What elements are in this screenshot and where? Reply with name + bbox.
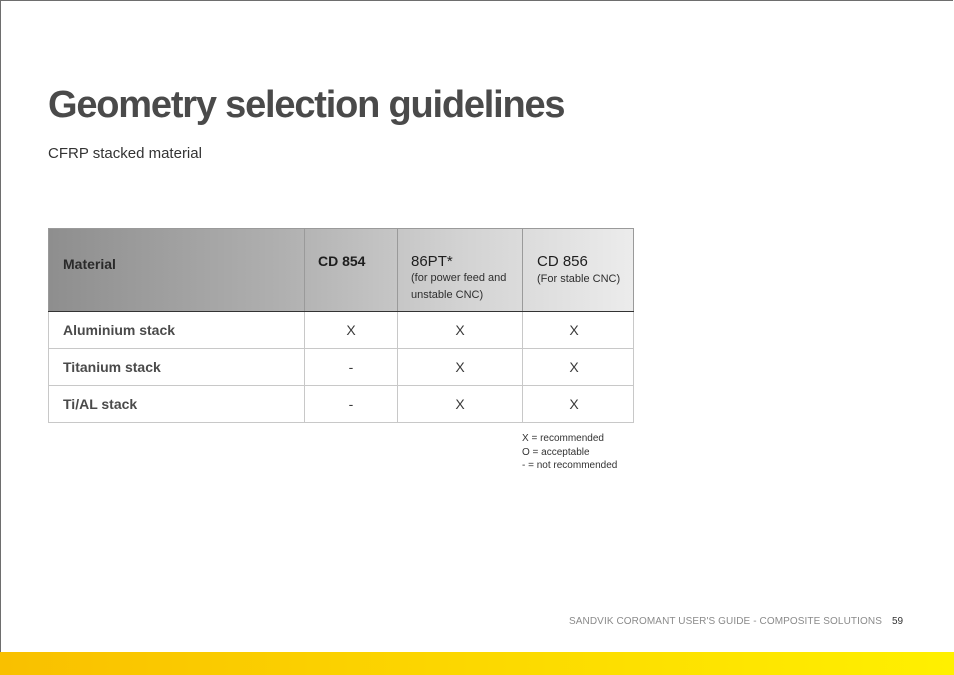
legend (522, 432, 617, 473)
page-title: Geometry selection guidelines (48, 84, 565, 126)
header-cd856-note: (For stable CNC) (537, 273, 621, 285)
row-material: Titanium stack (49, 349, 305, 386)
header-material (49, 229, 305, 312)
geometry-guideline-table (48, 228, 634, 423)
row-material: Ti/AL stack (49, 386, 305, 423)
cell-cd854: - (305, 386, 398, 423)
table-row (49, 312, 634, 349)
header-86pt-note: (for power feed and unstable CNC) (411, 272, 507, 301)
cell-cd856: X (523, 386, 634, 423)
page-subtitle: CFRP stacked material (48, 145, 202, 162)
cell-cd856: X (523, 312, 634, 349)
cell-cd854: X (305, 312, 398, 349)
header-86pt-label: 86PT* (411, 253, 453, 270)
cell-86pt: X (398, 349, 523, 386)
legend-item-acceptable: O = acceptable (522, 446, 590, 458)
header-cd856 (523, 229, 634, 312)
footer-publication: SANDVIK COROMANT USER'S GUIDE - COMPOSITE SOLUTIONS (569, 616, 882, 627)
table-row (49, 386, 634, 423)
legend-item-not-recommended: - = not recommended (522, 460, 618, 471)
row-material: Aluminium stack (49, 312, 305, 349)
legend-item-recommended: X = recommended (522, 433, 604, 444)
header-cd856-label: CD 856 (537, 253, 588, 270)
yellow-footer-band (0, 652, 954, 675)
cell-cd854: - (305, 349, 398, 386)
header-cd854-label: CD 854 (318, 253, 366, 269)
cell-86pt: X (398, 312, 523, 349)
page-number: 59 (892, 616, 904, 627)
cell-86pt: X (398, 386, 523, 423)
header-86pt (398, 229, 523, 312)
table-row (49, 349, 634, 386)
header-cd854 (305, 229, 398, 312)
header-material-label: Material (63, 256, 116, 272)
table-header-row (49, 229, 634, 312)
cell-cd856: X (523, 349, 634, 386)
